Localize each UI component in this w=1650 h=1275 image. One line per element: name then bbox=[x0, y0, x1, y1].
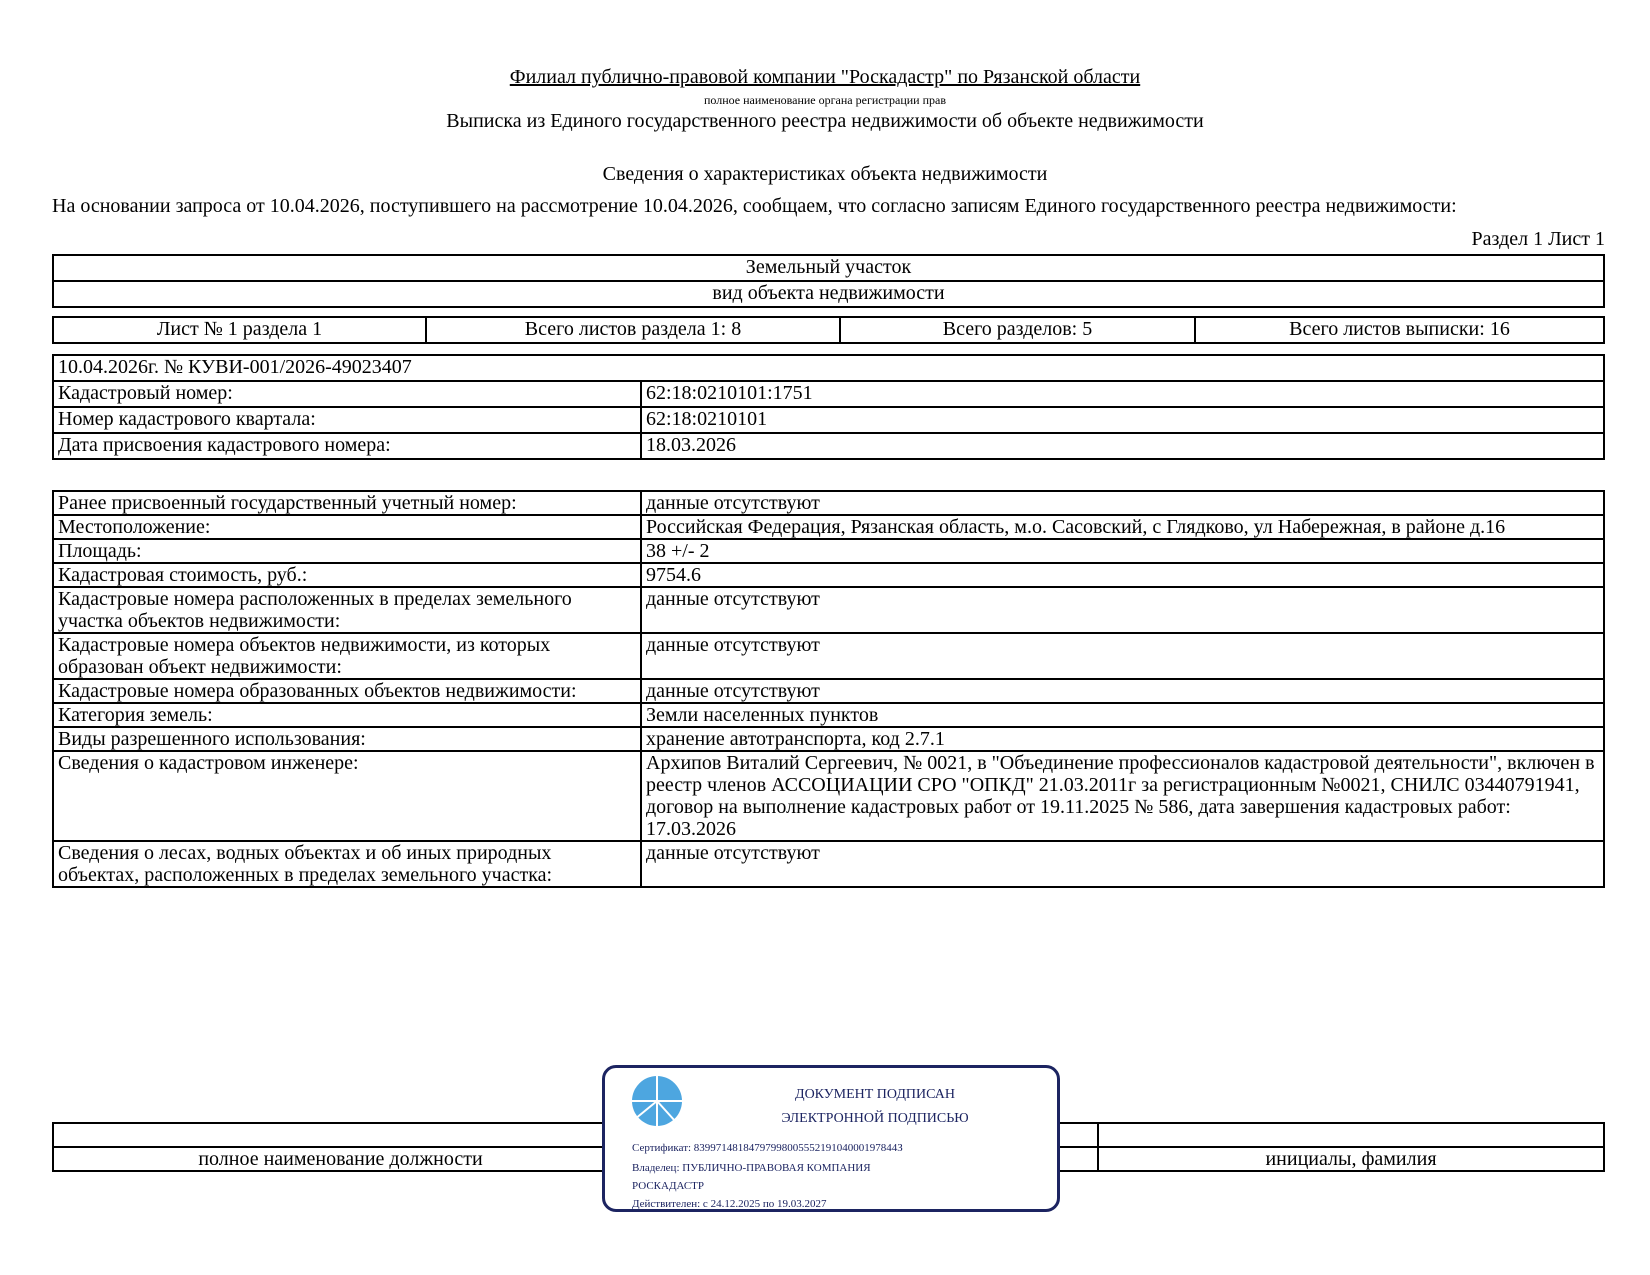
row-value: Земли населенных пунктов bbox=[641, 703, 1604, 727]
row-label: Дата присвоения кадастрового номера: bbox=[53, 433, 641, 459]
document-subtitle: Сведения о характеристиках объекта недвижимости bbox=[602, 163, 1048, 185]
row-label: Кадастровая стоимость, руб.: bbox=[53, 563, 641, 587]
table-row bbox=[53, 751, 1604, 841]
row-label: Кадастровые номера расположенных в пределах земельного участка объектов недвижимости: bbox=[53, 587, 641, 633]
details-table bbox=[52, 490, 1605, 888]
sheets-table bbox=[52, 316, 1605, 344]
stamp-certificate: Сертификат: 8399714818479799800555219104000197844З bbox=[632, 1142, 903, 1154]
row-value: данные отсутствуют bbox=[641, 679, 1604, 703]
row-value: данные отсутствуют bbox=[641, 633, 1604, 679]
stamp-valid: Действителен: с 24.12.2025 по 19.03.2027 bbox=[632, 1198, 827, 1210]
row-value: 18.03.2026 bbox=[641, 433, 1604, 459]
row-label: Виды разрешенного использования: bbox=[53, 727, 641, 751]
table-row bbox=[53, 587, 1604, 633]
object-type-table bbox=[52, 254, 1605, 308]
row-label: Категория земель: bbox=[53, 703, 641, 727]
total-sections: Всего разделов: 5 bbox=[840, 317, 1195, 343]
roskadastr-logo-icon bbox=[631, 1075, 683, 1127]
electronic-signature-stamp bbox=[602, 1065, 1060, 1212]
row-value: 62:18:0210101 bbox=[641, 407, 1604, 433]
name-blank bbox=[1098, 1123, 1604, 1147]
document-number: 10.04.2026г. № КУВИ-001/2026-49023407 bbox=[53, 355, 1604, 381]
table-row bbox=[53, 433, 1604, 459]
total-sheets-section: Всего листов раздела 1: 8 bbox=[426, 317, 840, 343]
row-label: Сведения о кадастровом инженере: bbox=[53, 751, 641, 841]
name-caption: инициалы, фамилия bbox=[1098, 1147, 1604, 1171]
stamp-owner-2: РОСКАДАСТР bbox=[632, 1180, 705, 1192]
table-row bbox=[53, 727, 1604, 751]
stamp-line-1: ДОКУМЕНТ ПОДПИСАН bbox=[795, 1087, 955, 1102]
table-row bbox=[53, 407, 1604, 433]
row-label: Сведения о лесах, водных объектах и об иных природных объектах, расположенных в пределах земельного участка: bbox=[53, 841, 641, 887]
table-row bbox=[53, 841, 1604, 887]
table-row bbox=[53, 633, 1604, 679]
sheet-number: Лист № 1 раздела 1 bbox=[53, 317, 426, 343]
row-value: Российская Федерация, Рязанская область, м.о. Сасовский, с Глядково, ул Набережная, в районе д.16 bbox=[641, 515, 1604, 539]
stamp-owner: Владелец: ПУБЛИЧНО-ПРАВОВАЯ КОМПАНИЯ bbox=[632, 1162, 871, 1174]
table-row bbox=[53, 491, 1604, 515]
table-row bbox=[53, 515, 1604, 539]
row-value: данные отсутствуют bbox=[641, 841, 1604, 887]
table-row bbox=[53, 539, 1604, 563]
row-value: данные отсутствуют bbox=[641, 587, 1604, 633]
row-label: Кадастровый номер: bbox=[53, 381, 641, 407]
position-caption: полное наименование должности bbox=[53, 1147, 628, 1171]
organization-caption: полное наименование органа регистрации прав bbox=[703, 93, 947, 107]
document-title: Выписка из Единого государственного реестра недвижимости об объекте недвижимости bbox=[446, 110, 1204, 132]
organization-name: Филиал публично-правовой компании "Роскадастр" по Рязанской области bbox=[509, 66, 1141, 88]
row-label: Номер кадастрового квартала: bbox=[53, 407, 641, 433]
row-value: 62:18:0210101:1751 bbox=[641, 381, 1604, 407]
cadastral-table bbox=[52, 354, 1605, 460]
row-label: Площадь: bbox=[53, 539, 641, 563]
row-label: Кадастровые номера образованных объектов недвижимости: bbox=[53, 679, 641, 703]
object-type: Земельный участок bbox=[53, 255, 1604, 281]
total-sheets: Всего листов выписки: 16 bbox=[1195, 317, 1604, 343]
stamp-line-2: ЭЛЕКТРОННОЙ ПОДПИСЬЮ bbox=[781, 1111, 969, 1126]
row-value: 38 +/- 2 bbox=[641, 539, 1604, 563]
row-label: Местоположение: bbox=[53, 515, 641, 539]
object-type-caption: вид объекта недвижимости bbox=[53, 281, 1604, 307]
section-reference: Раздел 1 Лист 1 bbox=[1471, 228, 1605, 250]
table-row bbox=[53, 563, 1604, 587]
table-row bbox=[53, 381, 1604, 407]
intro-text: На основании запроса от 10.04.2026, поступившего на рассмотрение 10.04.2026, сообщаем, что согласно записям Единого государственного реестра недвижимости: bbox=[52, 195, 1457, 217]
row-label: Ранее присвоенный государственный учетный номер: bbox=[53, 491, 641, 515]
row-value: хранение автотранспорта, код 2.7.1 bbox=[641, 727, 1604, 751]
position-blank bbox=[53, 1123, 628, 1147]
row-value: данные отсутствуют bbox=[641, 491, 1604, 515]
row-value: Архипов Виталий Сергеевич, № 0021, в "Объединение профессионалов кадастровой деятельности", включен в реестр членов АССОЦИАЦИИ СРО "ОПКД" 21.03.2011г за регистрационным №0021, СНИЛС 03440791941, договор на выполнение кадастровых работ от 19.11.2025 № 586, дата завершения кадастровых работ: 17.03.2026 bbox=[641, 751, 1604, 841]
table-row bbox=[53, 679, 1604, 703]
table-row bbox=[53, 703, 1604, 727]
row-label: Кадастровые номера объектов недвижимости, из которых образован объект недвижимости: bbox=[53, 633, 641, 679]
row-value: 9754.6 bbox=[641, 563, 1604, 587]
